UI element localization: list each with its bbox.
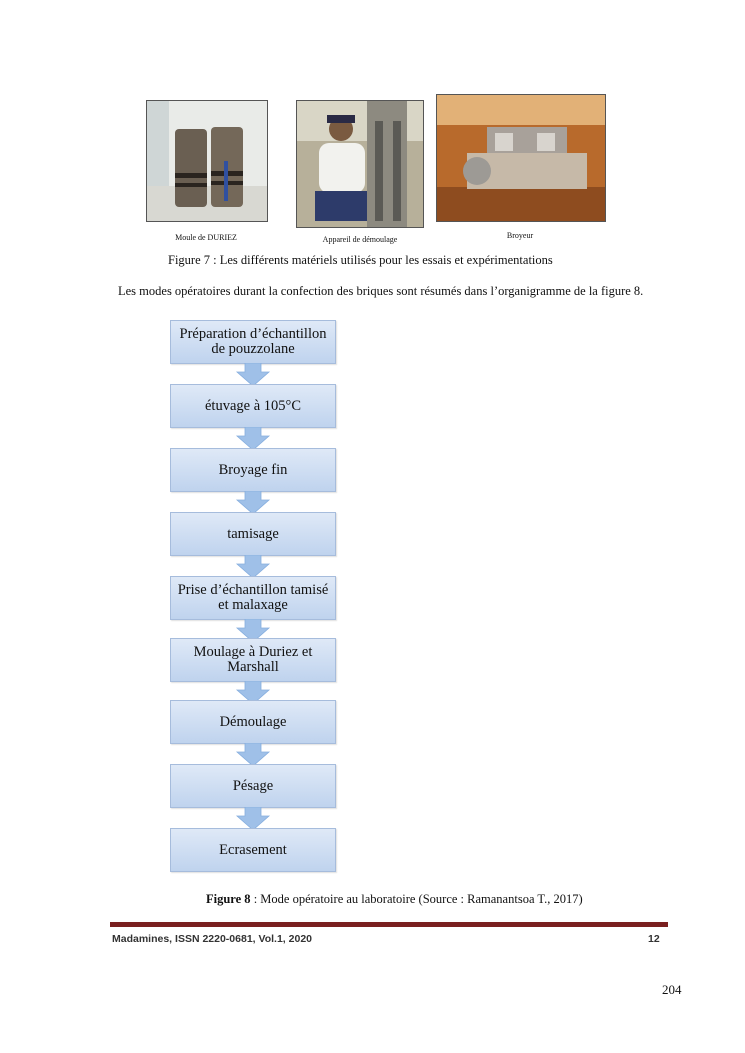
flowchart-step-etuvage: étuvage à 105°C (170, 384, 336, 428)
footer-rule (110, 922, 668, 927)
flowchart-step-prise-echantillon: Prise d’échantillon tamisé et malaxage (170, 576, 336, 620)
figure-7-caption (168, 253, 553, 268)
figure-8-caption (206, 892, 583, 907)
footer-journal: Madamines, ISSN 2220-0681, Vol.1, 2020 (112, 933, 312, 945)
photo-broyeur (436, 94, 606, 222)
page-number: 204 (662, 982, 682, 997)
flowchart-step-broyage: Broyage fin (170, 448, 336, 492)
photo-appareil-demoulage (296, 100, 424, 228)
intro-paragraph: Les modes opératoires durant la confection des briques sont résumés dans l’organigramme de la figure 8. (118, 284, 644, 298)
flowchart-step-pesage: Pésage (170, 764, 336, 808)
figure-8-label: Figure 8 (206, 892, 251, 906)
figure-7-text: : Les différents matériels utilisés pour les essais et expérimentations (210, 253, 553, 267)
flowchart-step-tamisage: tamisage (170, 512, 336, 556)
flowchart-step-preparation: Préparation d’échantillon de pouzzolane (170, 320, 336, 364)
photo-moule-duriez (146, 100, 268, 222)
flowchart-step-demoulage: Démoulage (170, 700, 336, 744)
figure-8-text: : Mode opératoire au laboratoire (Source : Ramanantsoa T., 2017) (250, 892, 583, 906)
photo-caption-broyeur: Broyeur (506, 231, 534, 240)
photo-caption-appareil: Appareil de démoulage (322, 235, 398, 244)
photo-caption-moule: Moule de DURIEZ (175, 233, 237, 242)
flowchart-step-ecrasement: Ecrasement (170, 828, 336, 872)
flowchart-step-moulage: Moulage à Duriez et Marshall (170, 638, 336, 682)
figure-7-label: Figure 7 (168, 253, 211, 267)
footer-page: 12 (648, 933, 660, 945)
